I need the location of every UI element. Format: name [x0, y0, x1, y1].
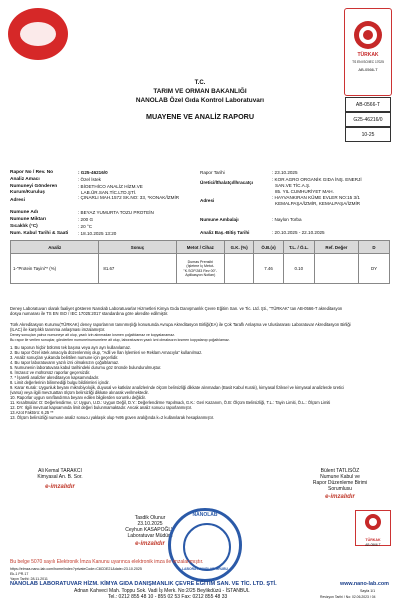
turkak-small-label: TÜRKAK [365, 538, 381, 542]
cell-analysis: 1-"Protein Tayini"* (%) [11, 254, 99, 284]
col-method: Metot / Cihaz [176, 241, 224, 254]
signature-right [290, 468, 390, 500]
nanolab-seal-icon [168, 508, 242, 582]
field-value-acceptance: : 18.10.2025 13:20 [78, 231, 117, 236]
page-indicator: Sayfa 1/1 [360, 589, 376, 593]
header-ministry: TARIM VE ORMAN BAKANLIĞI [153, 88, 247, 95]
first-publication-date: Yayın Tarihi: 28.11.2011 [10, 577, 48, 581]
field-label-temperature: Sıcaklık (°C) [10, 224, 38, 229]
report-title: MUAYENE VE ANALİZ RAPORU [145, 112, 255, 121]
field-label-producer: Üretici/İthalatçı/İhracatçı [200, 180, 254, 185]
accreditation-paragraph-1: Deney Laboratuvarı olarak faaliyet gösteren Nanolab Laboratuvarlar Hizmetleri Kimya Gıda Danışmanlık Çevre Eğitim San. ve Tic. Ltd. Şti., "TÜRKAK" tan AB-0566-T akreditasyon [10, 306, 343, 311]
company-phone: Tel.: 0212 855 48 10 - 855 02 53 Fax: 0212 855 48 33 [108, 594, 228, 600]
signer-left-name: Ali Kemal TARAKCI [38, 468, 82, 474]
accreditation-code-box: AB-0566-T [345, 97, 391, 112]
field-value-temperature: : 20 °C [78, 224, 93, 229]
signer-left-title: Kimyasal An. B. Sor. [37, 474, 83, 480]
company-website[interactable]: www.nano-lab.com [340, 581, 389, 587]
turkak-label: TÜRKAK [357, 52, 379, 58]
field-label-report-no: Rapor No / Rev. No [10, 170, 54, 175]
note-item: 13. Ölçüm belirsizliği numune analiz sonucu yaklaşık olup %95 güven aralığında k=2 kullanılarak hesaplanmıştır. [10, 415, 215, 420]
ministry-emblem [8, 8, 68, 60]
disclaimer-1: Deney sonuçları yalnız numuneye ait olup, yazılı izin alınmadan kısmen çoğaltılamaz ve kopyalanamaz. [10, 333, 175, 337]
field-value-amount: : 200 G [78, 217, 94, 222]
report-code-box: G25-46216/0 [345, 112, 391, 127]
field-label-analysis-dates: Analiz Baş.-Bitiş Tarihi [200, 230, 250, 235]
cell-method [176, 254, 224, 284]
note-item: 13.Azot Faktörü: 6,25 ** [10, 410, 54, 415]
field-value-report-date: : 23.10.2025 [272, 170, 298, 175]
verification-url[interactable]: https://elmza.nano-lab.com/home/index?privateCode=C8CDE21&date=23.10.2025 [10, 567, 142, 571]
revision-info: Revizyon Tarihi / No: 02.06.2023 / 04 [320, 595, 376, 599]
turkak-paragraph-2: (ILAC) ile karşılıklı tanınma anlaşması imzalamıştır. [10, 327, 106, 332]
turkak-code: AB-0566-T [358, 67, 378, 72]
note-item: 11. Kısaltmalar: D: Değerlendirme, U: Uygun, U.D.: Uygun Değil, D.Y.: Değerlendirme Yapılmadı, G.K.: Geri Kazanım, Ö.B: Ölçüm Belirsizliği, T.L.: Tayin Limiti, Ö.L.: Ölçüm Limiti [10, 400, 331, 405]
eimza-stamp-left: e-imzalıdır [45, 484, 75, 490]
field-label-packaging: Numune Ambalajı [200, 217, 239, 222]
field-label-sample-name: Numune Adı [10, 210, 39, 215]
col-limit: T.L. / Ö.L. [283, 241, 314, 254]
method-line-2: (İşletme İç Metot- [186, 264, 215, 269]
turkak-logo [344, 8, 392, 96]
field-value-packaging: : Naylon Torba [272, 217, 302, 222]
field-label-address: Adresi [10, 198, 25, 203]
seal-text: NANOLAB [192, 512, 218, 518]
cell-evaluation: DY [359, 254, 390, 284]
date-code-box: 10-25 [345, 127, 391, 142]
field-value-sample-name: : BEYAZ YUMURTA TOZU PROTEİN [78, 210, 154, 215]
center-title: Laboratuvar Müdürü [127, 533, 173, 539]
field-value-sender: : BİOETHİCO ANALİZ HİZM.VE [78, 184, 143, 189]
disclaimer-2: Bu rapor ile verilen sonuçlar, gönderilen numune/numunelere ait olup, laboratuvarın yazılı izni olmaksızın kısmen kopyalanıp çoğaltılamaz. [10, 338, 230, 342]
col-evaluation: D [359, 241, 390, 254]
field-value-producer-address-2: KEMALPAŞA/İZMİR, KEMALPAŞA/İZMİR [275, 201, 361, 206]
note-item: 2. Bu rapor Özel istek amacıyla düzenlenmiş olup, "Adli ve İlan İşlemleri ve Reklam Amacıyla" kullanılmaz. [10, 350, 203, 355]
cell-recovery [225, 254, 254, 284]
col-analysis: Analiz [11, 241, 99, 254]
note-item: 12. DY: Ilgili mevzuat kapsamında limit değeri bulunmamaktadır. Ancak analiz sonucu raporlanmıştır. [10, 405, 193, 410]
field-label-institution: Kurum/Kuruluş [10, 190, 45, 195]
note-item: 5. Numunenin laboratuvara kabul tarihindeki durumu göz önünde bulundurulmuştur. [10, 365, 162, 370]
accreditation-paragraph-2: dosya numarası ile TS EN ISO / IEC 17025:2017 standardına göre akredite edilmiştir. [10, 311, 169, 316]
signer-right-name: Bülent TATLISÖZ [320, 468, 360, 474]
note-item: 4. Bu rapor laboratuvarın yazılı izni olmaksızın çoğaltılamaz. [10, 360, 120, 365]
note-item: 3. Analiz sonuçları yukarıda belirtilen numune için geçerlidir. [10, 355, 119, 360]
field-value-institution: LAB.ÜR.SAN.TİC.LTD.ŞTİ. [81, 190, 137, 195]
field-label-purpose: Analiz Amacı [10, 177, 40, 182]
field-value-producer-2: SAN.VE TİC.A.Ş. [275, 183, 311, 188]
eimza-stamp-center: e-imzalıdır [135, 541, 165, 547]
note-item: 1. Bu raporun hiçbir bölümü tek başına veya ayrı ayrı kullanılamaz. [10, 345, 132, 350]
field-value-analysis-dates: : 20.10.2025 - 22.10.2025 [272, 230, 325, 235]
eimza-stamp-right: e-imzalıdır [325, 494, 355, 500]
center-name: Ceyhun KASAPOĞLU [125, 527, 175, 533]
signer-right-title-2: Rapor Düzenleme Birimi [312, 480, 368, 486]
seal-subtext: LABORATUVARLAR GRUBU [181, 567, 229, 571]
company-name: NANOLAB LABORATUVAR HİZM. KİMYA GIDA DANIŞMANLIK ÇEVRE EĞİTİM SAN. VE TİC. LTD. ŞTİ. [10, 581, 277, 587]
header-lab: NANOLAB Özel Gıda Kontrol Laboratuvarı [135, 97, 265, 104]
note-item: 10. Raporlar uygun sınıflandırma beyanı edilen bilgilerden sorumlu değildir. [10, 395, 146, 400]
turkak-sub: TS EN ISO/IEC 17025 [352, 60, 384, 64]
signer-right-title-3: Sorumlusu [328, 486, 352, 492]
field-label-acceptance: Num. Kabul Tarihi & Saati [10, 231, 69, 236]
field-value-producer-address-1: : HAYVANKIRAN KÜME EVLER NO:15 3/1 [272, 195, 360, 200]
note-item: 9. Karar Kuralı: Uygunluk beyanı mikrobiyolojik, duyusal ve katkılar analizlerinde ölçüm belirsizliği dikkate alınmadan (Basit Kabul Kuralı), kimyasal fiziksel ve kimyasal analizlerde üretici [10, 385, 345, 390]
field-label-sender: Numuneyi Gönderen [10, 184, 58, 189]
table-header-row [11, 241, 390, 254]
signer-right-title-1: Numune Kabul ve [320, 474, 360, 480]
cell-result: 81.67 [99, 254, 176, 284]
center-date: 23.10.2025 [137, 521, 163, 527]
cell-reference [314, 254, 358, 284]
turkak-small-logo [355, 510, 391, 546]
field-value-producer-1: : KOR AGRO ORGANİK GIDA İNŞ. ENERJİ [272, 177, 362, 182]
notes-list [10, 345, 395, 420]
note-item: 6. İmzasız ve mühürsüz raporlar geçersizdir. [10, 370, 91, 375]
field-value-address: : ÇINARLI MAH.1572 SK.NO: 33, *KONAK/İZMİR [78, 195, 180, 200]
turkak-small-mark-icon [356, 511, 390, 533]
field-label-report-date: Rapor Tarihi [200, 170, 225, 175]
col-reference: Ref. Değer [314, 241, 358, 254]
turkak-paragraph-1: Türk Akreditasyon Kurumu(TÜRKAK) deney raporlarının tanınmışlığı konusunda Avrupa Akreditasyon Birliği(EA) ile Çok Taraflı Anlaşma ve Uluslararası Laboratuvar Akreditasyon Birliği [10, 322, 351, 327]
note-item: 7. * İşaretli analizler akreditasyon kapsamındadır. [10, 375, 100, 380]
field-value-report-no: : G25-46216/0 [78, 170, 108, 175]
method-line-1: Dumas Prensibi [187, 259, 213, 264]
col-uncertainty: Ö.B.(±) [254, 241, 283, 254]
method-line-4: Aplikasyon Notları) [185, 272, 216, 277]
field-value-producer-3: 85. YIL CUMHURİYET MAH. [275, 189, 334, 194]
turkak-small-code: AB-0566-T [365, 543, 381, 548]
cell-limit: 0.10 [283, 254, 314, 284]
field-value-purpose: : Özel İstek [78, 177, 101, 182]
note-item: 8. Limit değerlerinin bilinmediği bulgu bildirimleri içindir. [10, 380, 110, 385]
field-label-amount: Numune Miktarı [10, 217, 46, 222]
header-tc: T.C. [194, 80, 206, 86]
cell-uncertainty: 7.46 [254, 254, 283, 284]
method-line-3: "K.SOP.283 Rev 00"- [183, 268, 218, 273]
emblem-inner-shape [20, 22, 56, 46]
col-recovery: G.K. (%) [225, 241, 254, 254]
results-table [10, 240, 390, 284]
company-address: Adnan Kahveci Mah. Toppu Sok. Vadi İş Merk. No:2/25 Beylikdüzü - İSTANBUL [74, 588, 250, 594]
table-row [11, 254, 390, 284]
center-approval: Tasdik Olunur [134, 515, 166, 521]
signature-left [10, 468, 110, 490]
note-item: (varsa) veya ilgili mevzuattan ölçüm belirsizliği dikkate alınarak verilmektedir. [10, 390, 149, 395]
form-code: Ek-1 PR.17 [10, 572, 29, 576]
eimza-note: Bu belge 5070 sayılı Elektronik İmza Kanunu uyarınca elektronik imza ile imzalanmıştır. [10, 559, 204, 565]
col-result: Sonuç [99, 241, 176, 254]
field-label-producer-address: Adresi [200, 198, 215, 203]
